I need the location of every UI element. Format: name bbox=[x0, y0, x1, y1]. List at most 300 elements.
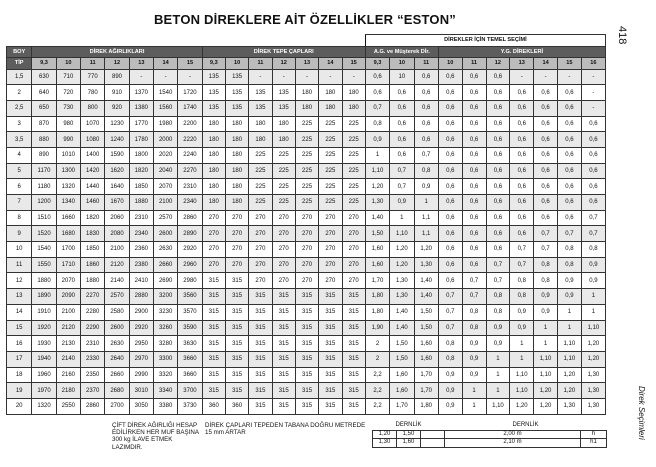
tip-cell: 5 bbox=[7, 163, 32, 179]
top-diameter-cell: 135 bbox=[249, 100, 272, 116]
top-diameter-cell: 315 bbox=[272, 304, 295, 320]
top-diameter-cell: 225 bbox=[319, 116, 342, 132]
weight-cell: 1320 bbox=[56, 179, 80, 195]
yg-col-header: 16 bbox=[581, 58, 605, 70]
ag-header: A.G. ve Müşterek Dİr. bbox=[365, 46, 438, 58]
tip-cell: 7 bbox=[7, 195, 32, 211]
yg-foundation-cell: 0,9 bbox=[486, 336, 510, 352]
weight-cell: 2340 bbox=[178, 195, 202, 211]
table-row bbox=[7, 132, 606, 148]
yg-foundation-cell: 0,9 bbox=[581, 273, 605, 289]
weight-cell: 1560 bbox=[153, 100, 177, 116]
top-diameter-cell: 225 bbox=[249, 179, 272, 195]
yg-foundation-cell: 0,6 bbox=[510, 132, 534, 148]
yg-foundation-cell: 0,9 bbox=[557, 273, 581, 289]
yg-foundation-cell: 0,6 bbox=[462, 116, 486, 132]
top-diameter-cell: 315 bbox=[319, 304, 342, 320]
yg-foundation-cell: 0,6 bbox=[438, 210, 462, 226]
ag-foundation-cell: 0,7 bbox=[365, 100, 389, 116]
top-diameter-cell: 315 bbox=[225, 273, 248, 289]
tip-cell: 9 bbox=[7, 226, 32, 242]
weight-cell: 1400 bbox=[81, 147, 105, 163]
weight-cell: 1710 bbox=[56, 257, 80, 273]
yg-foundation-cell: 0,6 bbox=[438, 257, 462, 273]
weight-cell: 1440 bbox=[81, 179, 105, 195]
yg-foundation-cell: 1 bbox=[486, 367, 510, 383]
ag-foundation-cell: 1,50 bbox=[365, 226, 389, 242]
top-diameter-cell: 225 bbox=[342, 147, 365, 163]
yg-foundation-cell: 0,7 bbox=[581, 210, 605, 226]
weight-cell: 3200 bbox=[153, 289, 177, 305]
top-diameter-cell: 315 bbox=[202, 304, 225, 320]
weight-cell: 770 bbox=[81, 69, 105, 85]
yg-foundation-cell: 0,7 bbox=[462, 273, 486, 289]
top-diameter-cell: 315 bbox=[295, 304, 318, 320]
ag-foundation-cell: 1,10 bbox=[365, 163, 389, 179]
dernlik-cell: h1 bbox=[581, 439, 607, 448]
top-diameter-cell: 315 bbox=[295, 336, 318, 352]
top-diameter-cell: 180 bbox=[225, 147, 248, 163]
ag-foundation-cell: 1 bbox=[365, 147, 389, 163]
top-diameter-cell: 315 bbox=[272, 383, 295, 399]
weight-cell: 2890 bbox=[178, 226, 202, 242]
top-diameter-cell: 225 bbox=[342, 132, 365, 148]
yg-foundation-cell: 1 bbox=[534, 336, 558, 352]
top-diameter-cell: 135 bbox=[225, 85, 248, 101]
yg-foundation-cell: 0,9 bbox=[486, 320, 510, 336]
ag-foundation-cell: 0,6 bbox=[365, 69, 389, 85]
yg-foundation-cell: 0,9 bbox=[438, 383, 462, 399]
weight-cell: 3230 bbox=[153, 304, 177, 320]
top-diameter-cell: 315 bbox=[225, 304, 248, 320]
ag-foundation-cell: 1 bbox=[414, 195, 438, 211]
yg-foundation-cell: 0,7 bbox=[510, 242, 534, 258]
yg-foundation-cell: 0,8 bbox=[581, 242, 605, 258]
top-diameter-cell: 135 bbox=[202, 69, 225, 85]
ag-foundation-cell: 1,40 bbox=[390, 304, 414, 320]
yg-foundation-cell: 0,6 bbox=[462, 210, 486, 226]
yg-foundation-cell: 0,9 bbox=[581, 257, 605, 273]
top-diameter-cell: 270 bbox=[342, 226, 365, 242]
note-weight: ÇİFT DİREK AĞIRLIĞI HESAP EDİLİRKEN HER MUF BAŞINA 300 kg İLAVE ETMEK LAZIMDIR. bbox=[112, 422, 199, 451]
tip-cell: 15 bbox=[7, 320, 32, 336]
yg-foundation-cell: 0,6 bbox=[510, 179, 534, 195]
yg-foundation-cell: 0,6 bbox=[534, 116, 558, 132]
top-diameter-cell: 315 bbox=[342, 398, 365, 414]
agirlik-col-header: 11 bbox=[81, 58, 105, 70]
ag-foundation-cell: 0,7 bbox=[390, 179, 414, 195]
weight-cell: 1930 bbox=[32, 336, 56, 352]
weight-cell: 1820 bbox=[129, 163, 153, 179]
ag-foundation-cell: 1,60 bbox=[390, 383, 414, 399]
top-diameter-cell: 315 bbox=[202, 367, 225, 383]
top-diameter-cell: 270 bbox=[319, 257, 342, 273]
tip-cell: 18 bbox=[7, 367, 32, 383]
top-diameter-cell: 270 bbox=[272, 273, 295, 289]
weight-cell: 1550 bbox=[32, 257, 56, 273]
yg-foundation-cell: 1,20 bbox=[557, 383, 581, 399]
yg-foundation-cell: 0,6 bbox=[581, 147, 605, 163]
yg-foundation-cell: 1,10 bbox=[534, 367, 558, 383]
ag-foundation-cell: 1,1 bbox=[414, 226, 438, 242]
dernlik-label-yg: DERNLİK bbox=[445, 422, 607, 430]
yg-foundation-cell: 1 bbox=[510, 336, 534, 352]
top-diameter-cell: 180 bbox=[202, 132, 225, 148]
yg-col-header: 10 bbox=[438, 58, 462, 70]
top-diameter-cell: - bbox=[342, 69, 365, 85]
weight-cell: 2180 bbox=[56, 383, 80, 399]
weight-cell: 2860 bbox=[81, 398, 105, 414]
tip-cell: 12 bbox=[7, 273, 32, 289]
yg-foundation-cell: 1,30 bbox=[581, 398, 605, 414]
yg-foundation-cell: 0,6 bbox=[486, 116, 510, 132]
weight-cell: 910 bbox=[105, 85, 129, 101]
agirlik-col-header: 12 bbox=[105, 58, 129, 70]
top-diameter-cell: 315 bbox=[342, 304, 365, 320]
yg-foundation-cell: 1,20 bbox=[581, 336, 605, 352]
top-diameter-cell: 270 bbox=[249, 273, 272, 289]
top-diameter-cell: 315 bbox=[202, 383, 225, 399]
weight-cell: 1910 bbox=[32, 304, 56, 320]
top-diameter-cell: 270 bbox=[272, 242, 295, 258]
top-diameter-cell: 135 bbox=[272, 100, 295, 116]
temel-secimi-header: DİREKLER İÇİN TEMEL SEÇİMİ bbox=[365, 35, 605, 47]
weight-cell: 3660 bbox=[178, 367, 202, 383]
dernlik-label-ag: DERNLİK bbox=[373, 422, 445, 430]
ag-foundation-cell: 0,6 bbox=[390, 116, 414, 132]
top-diameter-cell: 270 bbox=[225, 242, 248, 258]
yg-foundation-cell: 0,6 bbox=[438, 85, 462, 101]
top-diameter-cell: 315 bbox=[295, 383, 318, 399]
top-diameter-cell: 135 bbox=[202, 85, 225, 101]
ag-foundation-cell: 1,40 bbox=[365, 210, 389, 226]
ag-foundation-cell: 2 bbox=[365, 336, 389, 352]
top-diameter-cell: - bbox=[295, 69, 318, 85]
header-row-groups bbox=[7, 46, 606, 58]
weight-cell: 1080 bbox=[81, 132, 105, 148]
ag-col-header: 10 bbox=[390, 58, 414, 70]
top-diameter-cell: 315 bbox=[319, 383, 342, 399]
weight-cell: 1800 bbox=[129, 147, 153, 163]
top-diameter-cell: 315 bbox=[272, 289, 295, 305]
yg-foundation-cell: 1,10 bbox=[534, 351, 558, 367]
weight-cell: 1880 bbox=[129, 195, 153, 211]
yg-foundation-cell: 1,10 bbox=[510, 383, 534, 399]
top-diameter-cell: 270 bbox=[272, 210, 295, 226]
yg-foundation-cell: 0,7 bbox=[438, 289, 462, 305]
yg-foundation-cell: 0,9 bbox=[462, 336, 486, 352]
weight-cell: 1420 bbox=[81, 163, 105, 179]
weight-cell: 730 bbox=[56, 100, 80, 116]
top-diameter-cell: 225 bbox=[272, 163, 295, 179]
ag-foundation-cell: 1,60 bbox=[365, 242, 389, 258]
agirlik-col-header: 14 bbox=[153, 58, 177, 70]
weight-cell: 1880 bbox=[32, 273, 56, 289]
top-diameter-cell: 225 bbox=[272, 179, 295, 195]
tip-cell: 19 bbox=[7, 383, 32, 399]
yg-foundation-cell: 1 bbox=[462, 398, 486, 414]
weight-cell: 2700 bbox=[105, 398, 129, 414]
weight-cell: 1300 bbox=[56, 163, 80, 179]
weight-cell: 2220 bbox=[178, 132, 202, 148]
yg-foundation-cell: 1 bbox=[510, 351, 534, 367]
weight-cell: 2270 bbox=[178, 163, 202, 179]
yg-foundation-cell: 0,8 bbox=[510, 289, 534, 305]
top-diameter-cell: 270 bbox=[295, 210, 318, 226]
top-diameter-cell: 315 bbox=[319, 398, 342, 414]
yg-foundation-cell: 0,9 bbox=[534, 289, 558, 305]
weight-cell: 650 bbox=[32, 100, 56, 116]
top-diameter-cell: 315 bbox=[249, 336, 272, 352]
weight-cell: 3590 bbox=[178, 320, 202, 336]
top-diameter-cell: 225 bbox=[319, 147, 342, 163]
top-diameter-cell: 135 bbox=[249, 85, 272, 101]
dernlik-label-row bbox=[373, 422, 607, 430]
top-diameter-cell: 270 bbox=[272, 226, 295, 242]
yg-col-header: 12 bbox=[486, 58, 510, 70]
top-diameter-cell: 270 bbox=[342, 210, 365, 226]
weight-cell: 2040 bbox=[153, 163, 177, 179]
top-diameter-cell: 180 bbox=[295, 100, 318, 116]
yg-foundation-cell: 1,20 bbox=[557, 367, 581, 383]
top-diameter-cell: 270 bbox=[225, 210, 248, 226]
ag-foundation-cell: 0,6 bbox=[365, 85, 389, 101]
top-diameter-cell: 315 bbox=[295, 351, 318, 367]
weight-cell: - bbox=[178, 69, 202, 85]
ag-foundation-cell: 0,6 bbox=[390, 100, 414, 116]
top-diameter-cell: 270 bbox=[342, 257, 365, 273]
top-diameter-cell: - bbox=[319, 69, 342, 85]
top-diameter-cell: 225 bbox=[295, 147, 318, 163]
yg-foundation-cell: 1,10 bbox=[581, 320, 605, 336]
weight-cell: 2270 bbox=[81, 289, 105, 305]
yg-foundation-cell: 0,6 bbox=[438, 147, 462, 163]
weight-cell: 1680 bbox=[56, 226, 80, 242]
dernlik-row-1 bbox=[373, 430, 607, 439]
yg-foundation-cell: 0,8 bbox=[486, 304, 510, 320]
yg-foundation-cell: 0,6 bbox=[557, 179, 581, 195]
yg-header: Y.G. DİREKLERİ bbox=[438, 46, 605, 58]
weight-cell: 1180 bbox=[32, 179, 56, 195]
top-diameter-cell: 225 bbox=[295, 132, 318, 148]
table-row bbox=[7, 257, 606, 273]
weight-cell: 3570 bbox=[178, 304, 202, 320]
top-diameter-cell: 315 bbox=[319, 289, 342, 305]
weight-cell: 1920 bbox=[32, 320, 56, 336]
weight-cell: 1540 bbox=[32, 242, 56, 258]
weight-cell: 2380 bbox=[129, 257, 153, 273]
yg-foundation-cell: 0,6 bbox=[581, 163, 605, 179]
table-row bbox=[7, 226, 606, 242]
ag-foundation-cell: 1,30 bbox=[365, 195, 389, 211]
table-row bbox=[7, 289, 606, 305]
yg-foundation-cell: 0,6 bbox=[510, 226, 534, 242]
top-diameter-cell: 225 bbox=[342, 116, 365, 132]
yg-foundation-cell: 0,6 bbox=[462, 226, 486, 242]
ag-col-header: 9,3 bbox=[365, 58, 389, 70]
yg-foundation-cell: 0,6 bbox=[510, 195, 534, 211]
ag-foundation-cell: 1,70 bbox=[414, 383, 438, 399]
weight-cell: 2880 bbox=[129, 289, 153, 305]
weight-cell: 1660 bbox=[56, 210, 80, 226]
yg-foundation-cell: - bbox=[581, 69, 605, 85]
ag-foundation-cell: 1,60 bbox=[365, 257, 389, 273]
yg-foundation-cell: 0,9 bbox=[534, 304, 558, 320]
weight-cell: 2330 bbox=[81, 351, 105, 367]
yg-foundation-cell: 0,6 bbox=[462, 69, 486, 85]
yg-foundation-cell: 1 bbox=[557, 304, 581, 320]
weight-cell: 1370 bbox=[129, 85, 153, 101]
top-diameter-cell: 315 bbox=[272, 351, 295, 367]
weight-cell: 2600 bbox=[153, 226, 177, 242]
top-diameter-cell: 180 bbox=[225, 195, 248, 211]
yg-foundation-cell: 0,8 bbox=[462, 320, 486, 336]
weight-cell: 1780 bbox=[129, 132, 153, 148]
top-diameter-cell: 270 bbox=[249, 210, 272, 226]
yg-foundation-cell: 0,6 bbox=[438, 226, 462, 242]
header-row-columns bbox=[7, 58, 606, 70]
top-diameter-cell: 270 bbox=[295, 273, 318, 289]
dernlik-row-2 bbox=[373, 439, 607, 448]
table-row bbox=[7, 100, 606, 116]
yg-foundation-cell: 0,6 bbox=[557, 210, 581, 226]
yg-foundation-cell: 0,7 bbox=[510, 257, 534, 273]
weight-cell: 720 bbox=[56, 85, 80, 101]
top-diameter-cell: 270 bbox=[295, 226, 318, 242]
ag-foundation-cell: 1,60 bbox=[390, 367, 414, 383]
yg-foundation-cell: 0,6 bbox=[510, 85, 534, 101]
table-row bbox=[7, 179, 606, 195]
weight-cell: 1340 bbox=[56, 195, 80, 211]
dernlik-cell bbox=[421, 439, 445, 448]
top-diameter-cell: 315 bbox=[225, 320, 248, 336]
yg-foundation-cell: 1 bbox=[486, 383, 510, 399]
top-diameter-cell: 315 bbox=[342, 367, 365, 383]
yg-foundation-cell: 1,10 bbox=[557, 351, 581, 367]
ag-foundation-cell: 1,50 bbox=[390, 351, 414, 367]
ag-col-header: 11 bbox=[414, 58, 438, 70]
yg-foundation-cell: - bbox=[581, 100, 605, 116]
top-diameter-cell: 270 bbox=[202, 226, 225, 242]
yg-foundation-cell: 0,6 bbox=[557, 116, 581, 132]
yg-foundation-cell: 0,6 bbox=[486, 179, 510, 195]
weight-cell: 980 bbox=[56, 116, 80, 132]
top-diameter-cell: 225 bbox=[319, 163, 342, 179]
weight-cell: 2660 bbox=[153, 257, 177, 273]
yg-foundation-cell: 0,6 bbox=[438, 195, 462, 211]
note-diameter: DİREK ÇAPLARI TEPEDEN TABANA DOĞRU METREDE 15 mm ARTAR bbox=[205, 422, 366, 437]
weight-cell: 2140 bbox=[105, 273, 129, 289]
ag-foundation-cell: 1,20 bbox=[390, 242, 414, 258]
top-diameter-cell: 315 bbox=[202, 336, 225, 352]
top-diameter-cell: 180 bbox=[225, 163, 248, 179]
side-label: Direk Seçimleri bbox=[637, 386, 646, 440]
top-diameter-cell: 270 bbox=[249, 226, 272, 242]
yg-foundation-cell: 0,9 bbox=[462, 367, 486, 383]
weight-cell: 2630 bbox=[105, 336, 129, 352]
top-diameter-cell: 315 bbox=[342, 383, 365, 399]
weight-cell: 1170 bbox=[32, 163, 56, 179]
top-diameter-cell: 180 bbox=[202, 116, 225, 132]
top-diameter-cell: 315 bbox=[225, 367, 248, 383]
top-diameter-cell: 315 bbox=[202, 320, 225, 336]
weight-cell: 1230 bbox=[105, 116, 129, 132]
weight-cell: 2000 bbox=[153, 132, 177, 148]
weight-cell: 2080 bbox=[105, 226, 129, 242]
table-row bbox=[7, 116, 606, 132]
agirlik-col-header: 9,3 bbox=[32, 58, 56, 70]
yg-foundation-cell: 1,30 bbox=[581, 383, 605, 399]
top-diameter-cell: 315 bbox=[342, 320, 365, 336]
yg-foundation-cell: 0,8 bbox=[510, 273, 534, 289]
top-diameter-cell: 270 bbox=[249, 257, 272, 273]
dernlik-cell: h bbox=[581, 430, 607, 439]
tip-cell: 20 bbox=[7, 398, 32, 414]
tip-cell: 11 bbox=[7, 257, 32, 273]
weight-cell: 1720 bbox=[178, 85, 202, 101]
yg-foundation-cell: 0,6 bbox=[462, 85, 486, 101]
yg-foundation-cell: 0,6 bbox=[486, 210, 510, 226]
ag-foundation-cell: 1,70 bbox=[414, 367, 438, 383]
ag-foundation-cell: 0,8 bbox=[365, 116, 389, 132]
top-diameter-cell: 225 bbox=[342, 163, 365, 179]
top-diameter-cell: 315 bbox=[202, 351, 225, 367]
weight-cell: 1850 bbox=[81, 242, 105, 258]
weight-cell: 1700 bbox=[56, 242, 80, 258]
weight-cell: 3340 bbox=[153, 383, 177, 399]
ag-foundation-cell: 1,50 bbox=[414, 320, 438, 336]
weight-cell: 3320 bbox=[153, 367, 177, 383]
yg-foundation-cell: 0,6 bbox=[462, 179, 486, 195]
table-row bbox=[7, 304, 606, 320]
yg-foundation-cell: 0,8 bbox=[438, 351, 462, 367]
weight-cell: 3010 bbox=[129, 383, 153, 399]
top-diameter-cell: 315 bbox=[249, 351, 272, 367]
ag-foundation-cell: 0,6 bbox=[390, 132, 414, 148]
yg-foundation-cell: 0,6 bbox=[462, 242, 486, 258]
top-diameter-cell: 225 bbox=[295, 163, 318, 179]
ag-foundation-cell: 2,2 bbox=[365, 367, 389, 383]
top-diameter-cell: 315 bbox=[225, 336, 248, 352]
weight-cell: 3730 bbox=[178, 398, 202, 414]
weight-cell: 990 bbox=[56, 132, 80, 148]
yg-foundation-cell: 0,6 bbox=[534, 85, 558, 101]
tip-cell: 14 bbox=[7, 304, 32, 320]
ag-foundation-cell: 0,8 bbox=[414, 163, 438, 179]
yg-col-header: 11 bbox=[462, 58, 486, 70]
yg-foundation-cell: 0,6 bbox=[557, 163, 581, 179]
weight-cell: 1850 bbox=[129, 179, 153, 195]
top-diameter-cell: 180 bbox=[295, 85, 318, 101]
weight-cell: 1970 bbox=[32, 383, 56, 399]
yg-foundation-cell: - bbox=[534, 69, 558, 85]
top-diameter-cell: 315 bbox=[295, 289, 318, 305]
tip-cell: 6 bbox=[7, 179, 32, 195]
yg-foundation-cell: 0,6 bbox=[486, 163, 510, 179]
ag-foundation-cell: 10 bbox=[390, 69, 414, 85]
table-row bbox=[7, 351, 606, 367]
yg-col-header: 13 bbox=[510, 58, 534, 70]
top-diameter-cell: 225 bbox=[295, 116, 318, 132]
yg-foundation-cell: 0,8 bbox=[534, 273, 558, 289]
top-diameter-cell: 180 bbox=[319, 85, 342, 101]
yg-foundation-cell: 0,6 bbox=[438, 69, 462, 85]
weight-cell: 2160 bbox=[56, 367, 80, 383]
yg-foundation-cell: 0,6 bbox=[510, 210, 534, 226]
top-diameter-cell: 180 bbox=[342, 100, 365, 116]
ag-foundation-cell: 0,6 bbox=[414, 85, 438, 101]
weight-cell: 1940 bbox=[32, 351, 56, 367]
